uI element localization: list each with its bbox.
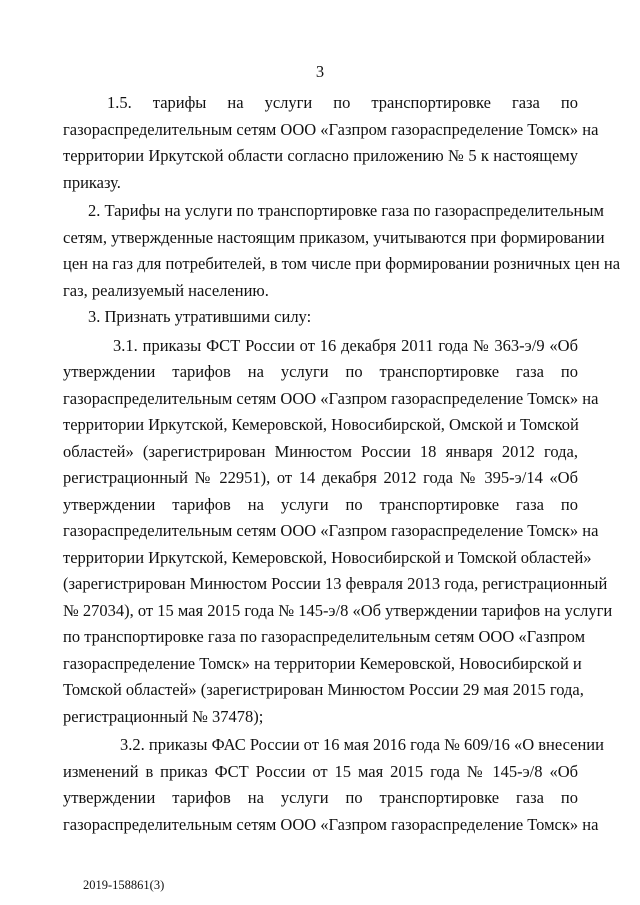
text-line: регистрационный № 37478); <box>63 706 264 726</box>
text-line: утверждении тарифов на услуги по транспортировке газа по <box>63 362 578 381</box>
text-line: утверждении тарифов на услуги по транспортировке газа по <box>63 788 578 807</box>
text-line: приказу. <box>63 172 121 192</box>
text-line: территории Иркутской, Кемеровской, Новосибирской, Омской и Томской <box>63 415 579 434</box>
text-line: № 27034), от 15 мая 2015 года № 145-э/8 «Об утверждении тарифов на услуги <box>63 600 613 620</box>
text-line: газораспределение Томск» на территории Кемеровской, Новосибирской и <box>63 653 582 673</box>
document-body <box>63 90 621 838</box>
text-line: 3.2. приказы ФАС России от 16 мая 2016 года № 609/16 «О внесении <box>120 735 604 754</box>
text-line: газ, реализуемый населению. <box>63 280 269 300</box>
text-line: утверждении тарифов на услуги по транспортировке газа по <box>63 494 578 514</box>
text-line: 3.1. приказы ФСТ России от 16 декабря 2011 года № 363-э/9 «Об <box>113 335 578 355</box>
text-line: газораспределительным сетям ООО «Газпром газораспределение Томск» на <box>63 814 599 834</box>
text-line: территории Иркутской области согласно приложению № 5 к настоящему <box>63 146 578 165</box>
text-line: областей» (зарегистрирован Минюстом России 18 января 2012 года, <box>63 441 578 461</box>
text-line: сетям, утвержденные настоящим приказом, учитываются при формировании <box>63 227 605 247</box>
text-line: (зарегистрирован Минюстом России 13 февраля 2013 года, регистрационный <box>63 574 608 593</box>
text-line: по транспортировке газа по газораспределительным сетям ООО «Газпром <box>63 627 586 646</box>
page-number: 3 <box>315 62 325 81</box>
text-line: регистрационный № 22951), от 14 декабря 2012 года № 395-э/14 «Об <box>63 468 578 487</box>
text-line: 1.5. тарифы на услуги по транспортировке газа по <box>107 93 578 112</box>
text-line: изменений в приказ ФСТ России от 15 мая 2015 года № 145-э/8 «Об <box>63 761 578 781</box>
text-line: газораспределительным сетям ООО «Газпром газораспределение Томск» на <box>63 521 599 540</box>
text-line: 2. Тарифы на услуги по транспортировке газа по газораспределительным <box>88 201 604 220</box>
text-line: газораспределительным сетям ООО «Газпром газораспределение Томск» на <box>63 119 599 139</box>
text-line: территории Иркутской, Кемеровской, Новосибирской и Томской областей» <box>63 547 592 567</box>
document-code: 2019-158861(3) <box>83 878 165 892</box>
text-line: цен на газ для потребителей, в том числе при формировании розничных цен на <box>63 254 621 273</box>
text-line: газораспределительным сетям ООО «Газпром газораспределение Томск» на <box>63 388 599 408</box>
text-line: 3. Признать утратившими силу: <box>88 307 312 326</box>
text-line: Томской областей» (зарегистрирован Минюстом России 29 мая 2015 года, <box>63 680 584 699</box>
